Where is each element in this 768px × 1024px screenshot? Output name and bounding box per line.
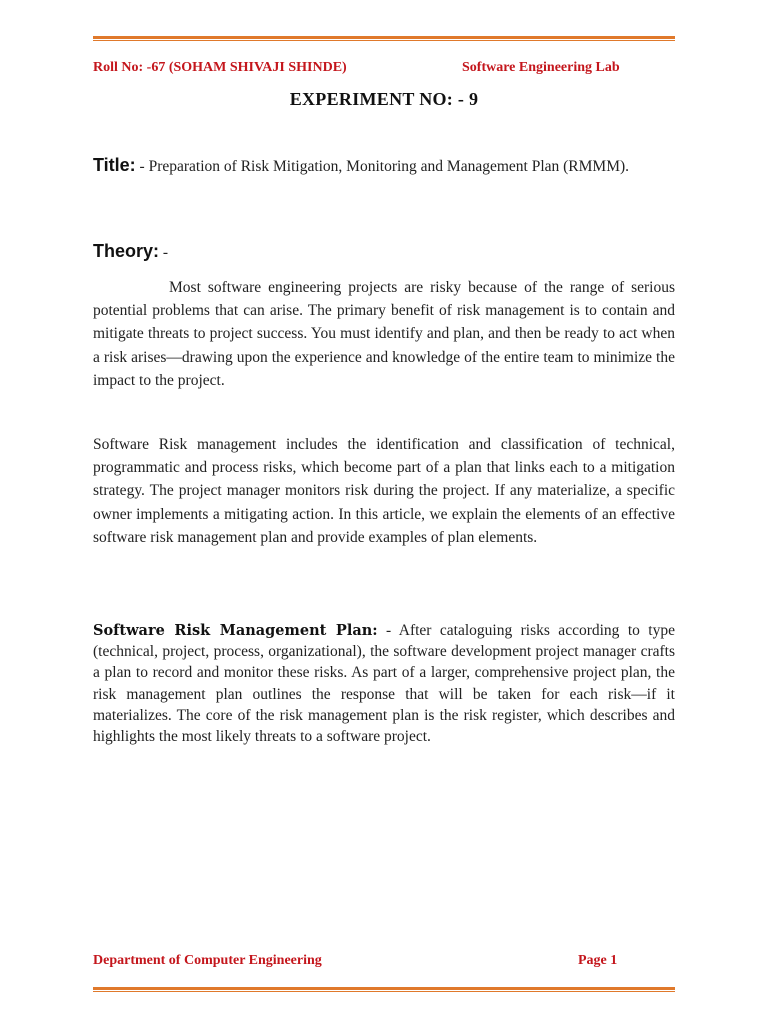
risk-plan-text: - After cataloguing risks according to type (technical, project, process, organizational), the software development project manager crafts a plan to record and monitor these risks. As part of a larger, comprehensive project plan, the risk management plan outlines the response that will be taken for each risk—if it materializes. The core of the risk management plan is the risk register, which describes and highlights the most likely threats to a software project. bbox=[93, 622, 675, 746]
theory-suffix: - bbox=[159, 244, 169, 261]
theory-paragraph-1: Most software engineering projects are risky because of the range of serious potential problems that can arise. The primary benefit of risk management is to contain and mitigate threats to project success. You must identify and plan, and then be ready to act when a risk arises—drawing upon the experience and knowledge of the entire team to minimize the impact to the project. bbox=[93, 279, 675, 389]
theory-heading bbox=[93, 241, 675, 262]
risk-plan-paragraph bbox=[93, 620, 675, 747]
theory-paragraph-2: Software Risk management includes the identification and classification of technical, programmatic and process risks, which become part of a plan that links each to a mitigation strategy. The project manager monitors risk during the project. If any materialize, a specific owner implements a mitigating action. In this article, we explain the elements of an effective software risk management plan and provide examples of plan elements. bbox=[93, 436, 675, 546]
footer-page-number: Page 1 bbox=[578, 953, 618, 968]
experiment-heading: EXPERIMENT NO: - 9 bbox=[289, 89, 479, 109]
header-course: Software Engineering Lab bbox=[462, 60, 620, 75]
title-text: - Preparation of Risk Mitigation, Monitoring and Management Plan (RMMM). bbox=[135, 158, 630, 175]
title-label: Title: bbox=[93, 155, 136, 175]
risk-plan-label: Software Risk Management Plan: bbox=[93, 622, 378, 639]
footer-rule bbox=[93, 987, 675, 992]
title-section bbox=[93, 154, 675, 178]
theory-label: Theory: bbox=[93, 241, 160, 261]
header-roll-number: Roll No: -67 (SOHAM SHIVAJI SHINDE) bbox=[93, 60, 347, 75]
footer-department: Department of Computer Engineering bbox=[93, 953, 322, 968]
header-rule bbox=[93, 36, 675, 41]
